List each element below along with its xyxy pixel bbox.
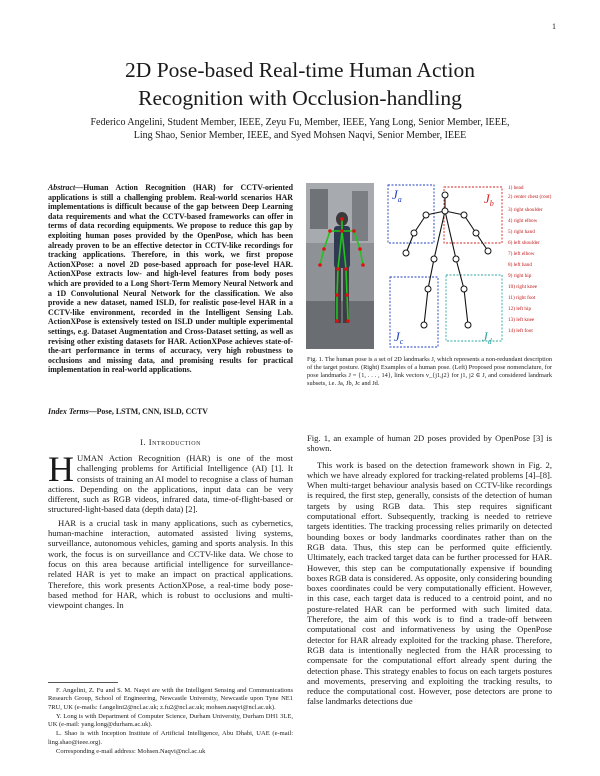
legend-item: 14) left foot <box>508 328 533 334</box>
footnote-rule <box>48 682 118 683</box>
legend-item: 10) right knee <box>508 284 538 290</box>
intro-paragraph-2: HAR is a crucial task in many applications, such as cybernetics, human-machine interaction, automated assisted living systems, surveillance, autonomous vehicles, gaming and sports analysis. In this work, the focus is on surveillance and CCTV-like data. We chose to focus on this area because artificial intelligence for surveillance-related HAR is yet to make an impact on practical applications. Therefore, this work presents ActionXPose, a real-time body pose-based method for HAR, which is robust to occlusions and multi-viewpoint changes. In <box>48 517 293 611</box>
footnote-corresponding: Corresponding e-mail address: Mohsen.Naqvi@ncl.ac.uk <box>56 748 206 756</box>
region-label-jd: $J_d$ <box>482 329 492 346</box>
region-label-jb: $J_b$ <box>484 191 494 208</box>
landmark-legend <box>508 184 552 334</box>
pose-nomenclature <box>388 185 502 347</box>
legend-item: 1) head <box>508 185 524 191</box>
author-list <box>40 116 560 142</box>
legend-item: 3) right shoulder <box>508 207 543 213</box>
footnote-affiliation-2: Y. Long is with Department of Computer Science, Durham University, Durham DH1 3LE, UK (e-mail: yang.long@durham.ac.uk). <box>48 712 293 729</box>
legend-item: 2) center chest (root) <box>508 194 552 200</box>
legend-item: 12) left hip <box>508 306 532 312</box>
right-column-body <box>307 433 552 707</box>
author-line-1: Federico Angelini, Student Member, IEEE, Zeyu Fu, Member, IEEE, Yang Long, Senior Member, IEEE, <box>90 117 510 128</box>
legend-item: 8) left hand <box>508 262 532 268</box>
abstract-text: —Human Action Recognition (HAR) for CCTV-oriented applications is still a challenging problem. Real-world scenarios HAR implementations is difficult because of the gap between Deep Learning data requirements and what the CCTV-based frameworks can offer in terms of data recording equipments. We propose to reduce this gap by exploiting human poses provided by the OpenPose, which has been already proven to be an effective detector in CCTV-like recordings for tracking applications. Therefore, in this work, we first propose ActionXPose: a novel 2D pose-based approach for pose-level HAR. ActionXPose extracts low- and high-level features from body poses which are provided to a Long Short-Term Memory Neural Network and a 1D Convolutional Neural Network for the classification. We also provide a new dataset, named ISLD, for realistic pose-level HAR in a CCTV-like environment, recorded in the Intelligent Sensing Lab. ActionXPose is extensively tested on ISLD under multiple experimental settings, e.g. Dataset Augmentation and Cross-Dataset setting, as well as revising other existing datasets for HAR. ActionXPose achieves state-of-the-art performance in terms of accuracy, very high robustness to occlusions and missing data, and promising results for practical implementation in real-world applications. <box>48 183 293 375</box>
title-line-1: 2D Pose-based Real-time Human Action <box>125 58 475 82</box>
intro-first-words: UMAN <box>77 453 104 463</box>
abstract-label: Abstract <box>48 183 76 192</box>
figure-1 <box>306 181 554 353</box>
pose-photo <box>306 183 374 349</box>
abstract <box>48 183 293 375</box>
region-label-ja: $J_a$ <box>392 187 402 204</box>
legend-item: 13) left knee <box>508 317 535 323</box>
drop-cap: H <box>48 449 74 489</box>
introduction-body <box>48 449 293 611</box>
section-heading-introduction: I. Introduction <box>140 437 201 447</box>
paper-title <box>40 56 560 112</box>
right-paragraph-1: This work is based on the detection framework shown in Fig. 2, which we have already explored for tracking-related problems [4]–[8]. When multi-target behaviour analysis based on CCTV-like recordings is required, the first step, generally, consists of the detection of human targets by using RGB data. This step requires significant computational effort. Subsequently, tracking is needed to retrieve targets identities. The tracking processing relies primarily on detected bounding boxes or body landmarks coordinates rather than on the RGB data. Thus, this step can be performed quite efficiently. Ultimately, each tracked target data can be further processed for HAR. However, this step can be computationally expensive if bounding boxes RGB data is considered. As opposite, only considering bounding boxes coordinates could be very computationally efficient. However, in this case, each target data is reduced to a centroid point, and no posture-related HAR can be performed with such limited data. Therefore, the aim of this work is to find a trade-off between computational cost and informativeness by using the OpenPose detector for HAR already exploited for the tracking phase. Therefore, RGB data is intentionally neglected from the HAR processing to compensate for the computational effort already spent during the detection phase. This strategy enables to focus on each targets postures and movements, preserving and exploiting the tracking results, to reduce the computational cost. However, pose detectors are prone to false landmarks detections due <box>307 459 552 707</box>
legend-item: 4) right elbow <box>508 218 538 224</box>
title-line-2: Recognition with Occlusion-handling <box>138 86 462 110</box>
footnote-affiliation-1: F. Angelini, Z. Fu and S. M. Naqvi are with the Intelligent Sensing and Communications Research Group, School of Engineering, Newcastle University, Newcastle upon Tyne NE1 7RU, UK (e-mails: f.angelini2@ncl.ac.uk; z.fu2@ncl.ac.uk; mohsen.naqvi@ncl.ac.uk). <box>48 687 293 711</box>
intro-paragraph-1 <box>48 449 293 515</box>
region-label-jc: $J_c$ <box>394 329 404 346</box>
legend-item: 5) right hand <box>508 229 535 235</box>
region-jd-box <box>446 275 502 341</box>
legend-item: 11) right foot <box>508 295 536 301</box>
author-line-2: Ling Shao, Senior Member, IEEE, and Syed Mohsen Naqvi, Senior Member, IEEE <box>133 130 467 141</box>
footnote-affiliation-3: L. Shao is with Inception Institute of Artificial Intelligence, Abu Dhabi, UAE (e-mail: ling.shao@ieee.org). <box>48 730 293 746</box>
legend-item: 6) left shoulder <box>508 240 540 246</box>
figure-1-caption: Fig. 1. The human pose is a set of 2D landmarks J, which represents a non-redundant description of the target posture. (Right) Examples of a human pose. (Left) Proposed pose nomenclature, for pose landmarks J = {1, . . . , 14}, link vectors v_{j1,j2} for j1, j2 ∈ J, and considered landmark subsets, i.e. Ja, Jb, Jc and Jd. <box>307 356 552 387</box>
nomenclature-skeleton <box>406 195 488 325</box>
page-number: 1 <box>552 22 556 31</box>
index-terms <box>48 407 293 417</box>
index-terms-text: —Pose, LSTM, CNN, ISLD, CCTV <box>88 407 208 416</box>
footnotes <box>48 687 293 757</box>
intro-para1-text: Action Recognition (HAR) is one of the most challenging problems for Artificial Intelligence (AI) [1]. It consists of training an AI model to recognise a class of human actions. Depending on the applications, input data can be very different, such as RGB videos, infrared data, time-of-flight-based or structured-light-based data (depth data) [2]. <box>48 453 293 515</box>
nomenclature-joints <box>403 192 491 328</box>
index-terms-label: Index Terms <box>48 407 89 416</box>
right-paragraph-0: Fig. 1, an example of human 2D poses provided by OpenPose [3] is shown. <box>307 433 552 454</box>
figure-1-graphic <box>306 181 554 353</box>
legend-item: 9) right hip <box>508 273 532 279</box>
legend-item: 7) left elbow <box>508 251 535 257</box>
